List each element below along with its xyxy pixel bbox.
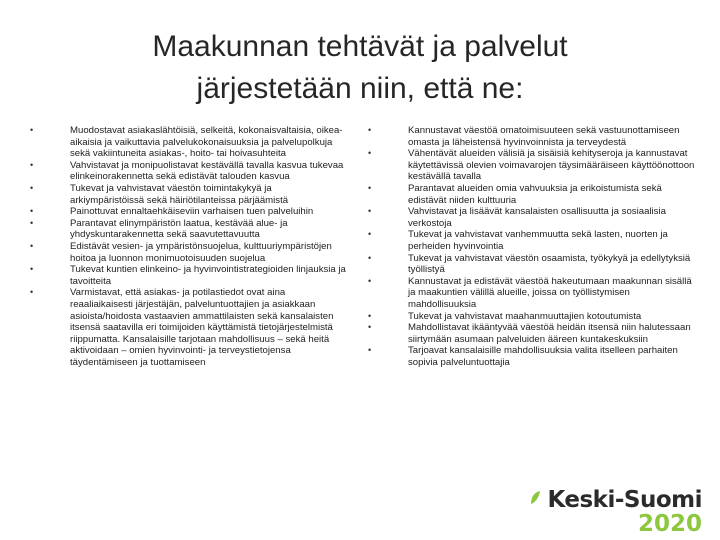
list-item-text: Vahvistavat ja lisäävät kansalaisten osallisuutta ja sosiaalisia verkostoja — [408, 206, 666, 229]
bullet-icon: • — [30, 217, 34, 228]
list-item-text: Tukevat ja vahvistavat väestön toimintakykyä ja arkiympäristöissä sekä häiriötilanteissa pärjäämistä — [70, 182, 289, 206]
list-item-text: Painottuvat ennaltaehkäiseviin varhaisen tuen palveluihin — [70, 206, 314, 218]
list-item-text: Parantavat alueiden omia vahvuuksia ja erikoistumista sekä edistävät niiden kulttuuria — [408, 182, 662, 206]
bullet-icon: • — [368, 125, 372, 135]
list-item-text: Tarjoavat kansalaisille mahdollisuuksia valita itselleen parhaiten sopivia palveluntuottajia — [408, 345, 678, 368]
list-item-text: Kannustavat väestöä omatoimisuuteen sekä vastuunottamiseen omasta ja läheistensä hyvinvoinnista ja terveydestä — [408, 125, 680, 148]
list-item — [30, 183, 348, 206]
list-item — [30, 241, 348, 264]
list-item-text: Tukevat ja vahvistavat väestön osaamista, työkykyä ja edellytyksiä työllistyä — [408, 252, 691, 276]
bullet-icon: • — [30, 240, 34, 251]
list-item-text: Edistävät vesien- ja ympäristönsuojelua, kulttuuriympäristöjen hoitoa ja luonnon monimuotoisuuden suojelua — [70, 240, 332, 264]
list-item-text: Tukevat kuntien elinkeino- ja hyvinvointistrategioiden linjauksia ja tavoitteita — [70, 264, 346, 287]
bullet-icon: • — [30, 159, 34, 170]
list-item — [30, 287, 348, 368]
left-bullet-list — [30, 125, 348, 368]
list-item — [368, 183, 698, 206]
bullet-icon: • — [368, 345, 372, 356]
bullet-icon: • — [368, 182, 372, 193]
list-item — [368, 125, 698, 148]
list-item-text: Tukevat ja vahvistavat maahanmuuttajien kotoutumista — [408, 310, 642, 322]
bullet-icon: • — [368, 252, 372, 263]
list-item — [30, 218, 348, 241]
bullet-icon: • — [30, 287, 34, 298]
bullet-icon: • — [368, 310, 372, 321]
list-item-text: Kannustavat ja edistävät väestöä hakeutumaan maakunnan sisällä ja maakuntien välillä alueille, joissa on työllistymisen mahdollisuuksia — [408, 275, 692, 310]
list-item — [368, 322, 698, 345]
bullet-icon: • — [30, 264, 34, 275]
keski-suomi-logo — [547, 488, 702, 536]
bullet-icon: • — [368, 229, 372, 240]
list-item — [368, 206, 698, 229]
list-item — [30, 125, 348, 160]
list-item-text: Vähentävät alueiden välisiä ja sisäisiä kehityseroja ja kannustavat käytettävissä olevien voimavarojen täysimääräiseen käyttöönottoon kestävällä tavalla — [408, 148, 695, 183]
logo-year: 2020 — [637, 511, 702, 537]
bullet-icon: • — [30, 206, 34, 217]
bullet-icon: • — [30, 125, 34, 135]
list-item-text: Varmistavat, että asiakas- ja potilastiedot ovat aina reaaliaikaisesti järjestäjän, palveluntuottajien ja asiakkaan asioista/hoidosta vastaavien ammattilaisten sekä kansalaisten itsensä saatavilla eri toimijoiden käyttämistä tietojärjestelmistä riippumatta. Kansalaisille tarjotaan mahdollisuus – sekä heitä aktivoidaan – omien hyvinvointi- ja terveystietojensa täydentämiseen ja tuottamiseen — [70, 287, 334, 368]
list-item — [368, 345, 698, 368]
logo-name: Keski-Suomi — [547, 487, 702, 513]
list-item-text: Mahdollistavat ikääntyvää väestöä heidän itsensä niin halutessaan siirtymään asumaan palveluiden ääreen kuntakeskuksiin — [408, 322, 691, 345]
list-item-text: Parantavat elinympäristön laatua, kestävää alue- ja yhdyskuntarakennetta sekä saavutettavuutta — [70, 217, 288, 241]
list-item-text: Tukevat ja vahvistavat vanhemmuutta sekä lasten, nuorten ja perheiden hyvinvointia — [408, 229, 668, 252]
list-item — [368, 148, 698, 183]
bullet-icon: • — [368, 148, 372, 159]
bullet-icon: • — [30, 182, 34, 193]
list-item — [368, 253, 698, 276]
slide-title-line-1: Maakunnan tehtävät ja palvelut — [152, 30, 568, 63]
bullet-icon: • — [368, 275, 372, 286]
list-item — [30, 206, 348, 218]
list-item — [30, 160, 348, 183]
bullet-icon: • — [368, 206, 372, 217]
list-item-text: Muodostavat asiakaslähtöisiä, selkeitä, kokonaisvaltaisia, oikea-aikaisia ja vaikuttavia palvelukokonaisuuksia ja palvelupolkuja sekä vakiintuneita asiakas-, hoito- tai hoivasuhteita — [70, 125, 343, 160]
bullet-icon: • — [368, 322, 372, 333]
list-item — [368, 229, 698, 252]
slide-title — [40, 26, 680, 110]
list-item-text: Vahvistavat ja monipuolistavat kestävällä tavalla kasvua tukevaa elinkeinorakennetta sekä edistävät talouden kasvua — [70, 159, 344, 183]
leaf-icon — [529, 490, 541, 506]
right-bullet-list — [368, 125, 698, 368]
list-item — [30, 264, 348, 287]
slide-title-line-2: järjestetään niin, että ne: — [196, 72, 524, 105]
list-item — [368, 311, 698, 323]
list-item — [368, 276, 698, 311]
